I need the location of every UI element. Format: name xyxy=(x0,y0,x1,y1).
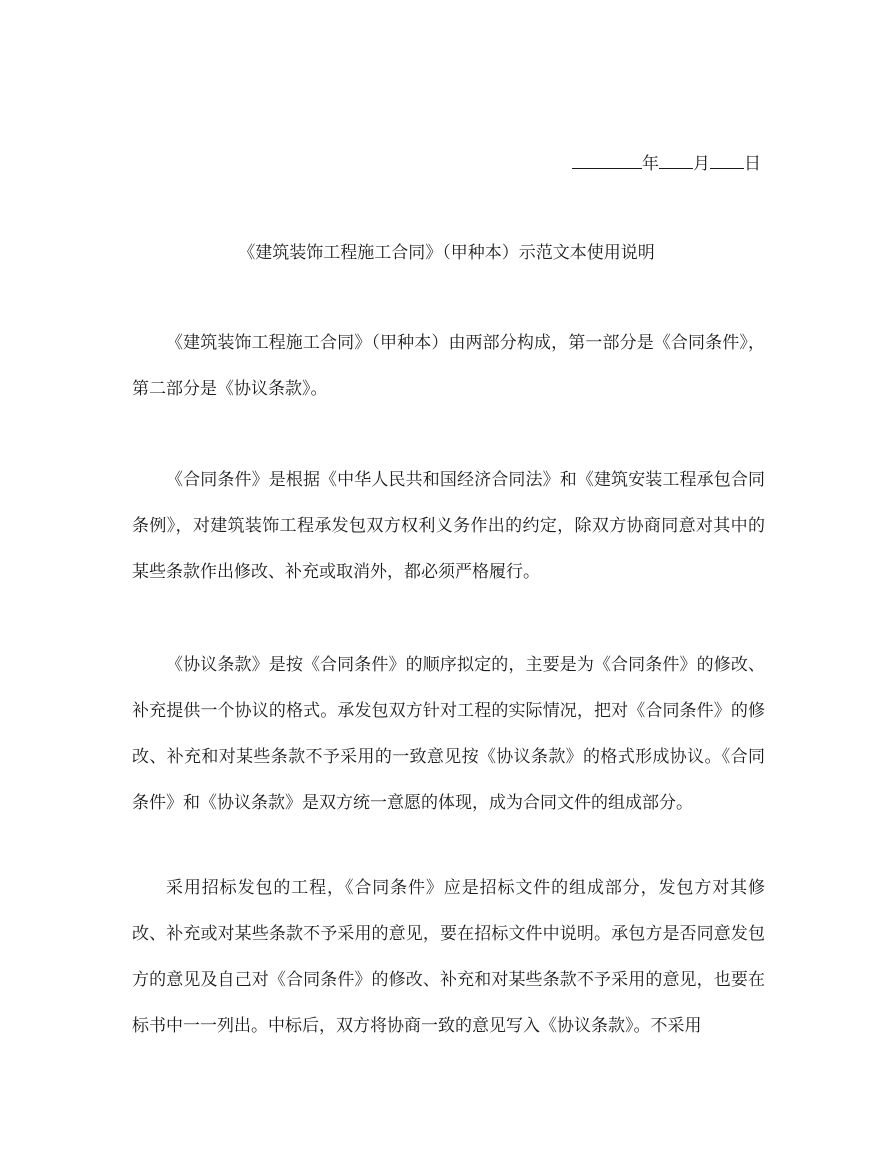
day-label: 日 xyxy=(744,154,761,174)
month-label: 月 xyxy=(693,154,710,174)
month-blank xyxy=(659,150,693,169)
document-title: 《建筑装饰工程施工合同》（甲种本）示范文本使用说明 xyxy=(238,243,655,263)
paragraph: 《建筑装饰工程施工合同》（甲种本）由两部分构成，第一部分是《合同条件》，第二部分是《协议条款》。 xyxy=(132,333,765,399)
date-line xyxy=(572,150,761,177)
year-blank xyxy=(572,150,642,169)
year-label: 年 xyxy=(642,154,659,174)
paragraph: 《合同条件》是根据《中华人民共和国经济合同法》和《建筑安装工程承包合同条例》，对建筑装饰工程承发包双方权利义务作出的约定，除双方协商同意对其中的某些条款作出修改、补充或取消外，都必须严格履行。 xyxy=(132,470,765,582)
paragraph: 《协议条款》是按《合同条件》的顺序拟定的，主要是为《合同条件》的修改、补充提供一个协议的格式。承发包双方针对工程的实际情况，把对《合同条件》的修改、补充和对某些条款不予采用的一致意见按《协议条款》的格式形成协议。《合同条件》和《协议条款》是双方统一意愿的体现，成为合同文件的组成部分。 xyxy=(132,655,765,813)
paragraph: 采用招标发包的工程，《合同条件》应是招标文件的组成部分，发包方对其修改、补充或对某些条款不予采用的意见，要在招标文件中说明。承包方是否同意发包方的意见及自己对《合同条件》的修改、补充和对某些条款不予采用的意见，也要在标书中一一列出。中标后，双方将协商一致的意见写入《协议条款》。不采用 xyxy=(132,878,765,1036)
day-blank xyxy=(710,150,744,169)
